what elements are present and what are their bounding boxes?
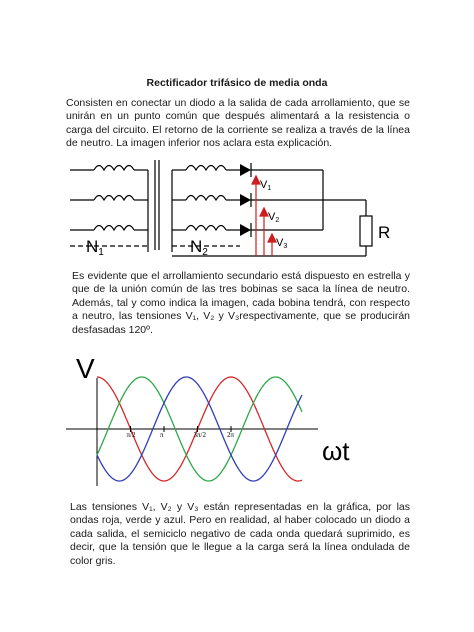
secondary-coil-1 xyxy=(186,166,226,171)
graph-tick-label: 3π/2 xyxy=(193,431,206,439)
svg-text:V3: V3 xyxy=(276,237,288,250)
svg-text:N2 xyxy=(190,237,208,258)
primary-coil-2 xyxy=(94,196,134,201)
graph-tick-label: 2π xyxy=(227,431,235,439)
primary-label-sub: 1 xyxy=(98,247,104,258)
graph-tick-label: π/2 xyxy=(126,431,136,439)
primary-coil-3 xyxy=(94,226,134,231)
svg-text:V2: V2 xyxy=(268,211,280,224)
load-resistor xyxy=(360,216,372,246)
load-label: R xyxy=(378,223,391,242)
secondary-coil-3 xyxy=(186,226,226,231)
diode-3 xyxy=(240,224,251,236)
primary-coil-1 xyxy=(94,166,134,171)
svg-text:N1 xyxy=(86,237,104,258)
paragraph-waveform-explanation: Las tensiones V₁, V₂ y V₃ están representadas en la gráfica, por las ondas roja, verde y azul. Pero en realidad, al haber colocado un diodo a cada salida, el semiciclo negativo de cada onda quedará suprimido, es decir, que la tensión que le llegue a la carga será la línea ondulada de color gris. xyxy=(70,501,410,567)
document-title: Rectificador trifásico de media onda xyxy=(146,77,328,89)
diode-1 xyxy=(240,164,251,176)
secondary-label-sub: 2 xyxy=(202,247,208,258)
v3-label: V xyxy=(276,237,284,249)
wave-blue-v3 xyxy=(97,377,302,481)
paragraph-star-connection: Es evidente que el arrollamiento secundario está dispuesto en estrella y que de la unión común de las tres bobinas se saca la línea de neutro. Además, tal y como indica la imagen, cada bobina tendrá, con respecto a neutro, las tensiones V₁, V₂ y V₃respectivamente, que se producirán desfasadas 120º. xyxy=(72,270,410,336)
primary-label: N xyxy=(86,237,99,256)
diode-2 xyxy=(240,194,251,206)
wave-green-v2 xyxy=(97,377,302,481)
v1-label: V xyxy=(260,179,268,191)
v2-label: V xyxy=(268,211,276,223)
graph-x-label: ωt xyxy=(322,436,350,466)
svg-text:V1: V1 xyxy=(260,179,272,192)
secondary-coil-2 xyxy=(186,196,226,201)
secondary-label: N xyxy=(190,237,203,256)
wave-red-v1 xyxy=(97,377,302,481)
paragraph-intro: Consisten en conectar un diodo a la salida de cada arrollamiento, que se unirán en un punto común que después alimentará a la resistencia o carga del circuito. El retorno de la corriente se realiza a través de la línea de neutro. La imagen inferior nos aclara esta explicación. xyxy=(66,97,410,150)
graph-y-label: V xyxy=(76,353,95,384)
graph-tick-label: π xyxy=(160,431,164,439)
